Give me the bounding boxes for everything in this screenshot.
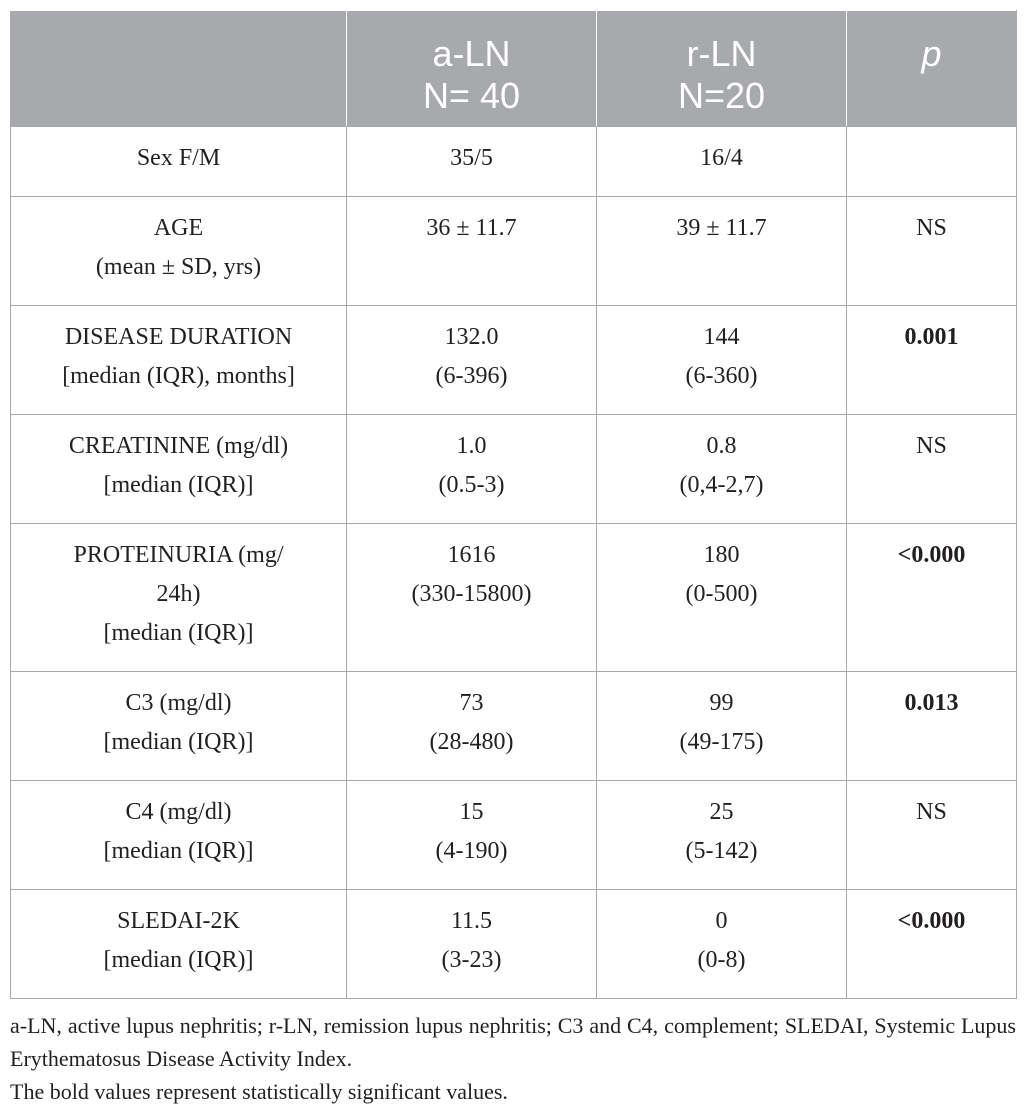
r-ln-value-cell-line: 144 (703, 324, 740, 350)
table-row (11, 306, 1017, 415)
r-ln-value-cell (597, 781, 847, 890)
p-value-cell: <0.000 (847, 890, 1017, 999)
table-row (11, 781, 1017, 890)
row-label-cell-line: C4 (mg/dl) (125, 799, 232, 825)
r-ln-value-cell-line: (5-142) (685, 838, 758, 864)
r-ln-value-cell (597, 306, 847, 415)
row-label-cell (11, 890, 347, 999)
row-label-cell (11, 415, 347, 524)
a-ln-value-cell-line: 36 ± 11.7 (426, 215, 517, 241)
r-ln-value-cell-line: 0 (715, 908, 728, 934)
row-label-cell-line: DISEASE DURATION (64, 324, 293, 350)
header-row (11, 11, 1017, 127)
p-value-cell: NS (847, 415, 1017, 524)
r-ln-value-cell-line: 39 ± 11.7 (676, 215, 767, 241)
r-ln-value-cell (597, 127, 847, 197)
row-label-cell-line: C3 (mg/dl) (125, 690, 232, 716)
row-label-cell-line: [median (IQR)] (103, 729, 254, 755)
row-label-cell-line: Sex F/M (136, 145, 221, 171)
a-ln-value-cell (347, 524, 597, 672)
data-table-container (10, 10, 1016, 999)
a-ln-value-cell-line: 73 (459, 690, 484, 716)
a-ln-value-cell (347, 890, 597, 999)
table-row (11, 672, 1017, 781)
a-ln-value-cell (347, 306, 597, 415)
a-ln-value-cell-line: 1616 (447, 542, 496, 568)
row-label-cell-line: AGE (153, 215, 204, 241)
r-ln-value-cell (597, 197, 847, 306)
a-ln-value-cell-line: 35/5 (450, 145, 493, 171)
row-label-cell-line: [median (IQR)] (103, 472, 254, 498)
header-p-value: p (847, 11, 1017, 127)
r-ln-value-cell-line: (0-500) (685, 581, 758, 607)
header-a-ln-count: N= 40 (422, 75, 521, 116)
table-row (11, 127, 1017, 197)
table-body (11, 127, 1017, 999)
table-row (11, 524, 1017, 672)
row-label-cell-line: [median (IQR)] (103, 620, 254, 646)
r-ln-value-cell-line: 25 (709, 799, 734, 825)
table-footnote (10, 1009, 1016, 1108)
a-ln-value-cell-line: 11.5 (450, 908, 493, 934)
row-label-cell-line: 24h) (156, 581, 201, 607)
table-row (11, 197, 1017, 306)
a-ln-value-cell-line: (3-23) (441, 947, 502, 973)
table-row (11, 415, 1017, 524)
row-label-cell (11, 127, 347, 197)
r-ln-value-cell-line: (0-8) (697, 947, 746, 973)
r-ln-value-cell-line: (49-175) (679, 729, 764, 755)
a-ln-value-cell-line: (6-396) (435, 363, 508, 389)
patient-characteristics-table (10, 10, 1017, 999)
p-value-cell: <0.000 (847, 524, 1017, 672)
header-r-ln (597, 11, 847, 127)
a-ln-value-cell (347, 197, 597, 306)
a-ln-value-cell (347, 415, 597, 524)
row-label-cell (11, 781, 347, 890)
a-ln-value-cell (347, 781, 597, 890)
footnote-bold-note: The bold values represent statistically significant values. (10, 1079, 508, 1104)
table-header (11, 11, 1017, 127)
row-label-cell-line: [median (IQR)] (103, 947, 254, 973)
a-ln-value-cell (347, 127, 597, 197)
r-ln-value-cell (597, 524, 847, 672)
p-value-cell: NS (847, 781, 1017, 890)
row-label-cell (11, 197, 347, 306)
header-empty-cell (11, 11, 347, 127)
a-ln-value-cell-line: (0.5-3) (438, 472, 505, 498)
a-ln-value-cell-line: 132.0 (444, 324, 499, 350)
a-ln-value-cell-line: 1.0 (456, 433, 487, 459)
p-value-cell: 0.013 (847, 672, 1017, 781)
p-value-cell (847, 127, 1017, 197)
r-ln-value-cell-line: (6-360) (685, 363, 758, 389)
a-ln-value-cell-line: (28-480) (429, 729, 514, 755)
a-ln-value-cell (347, 672, 597, 781)
header-a-ln (347, 11, 597, 127)
a-ln-value-cell-line: (4-190) (435, 838, 508, 864)
r-ln-value-cell-line: (0,4-2,7) (679, 472, 764, 498)
r-ln-value-cell (597, 672, 847, 781)
row-label-cell-line: (mean ± SD, yrs) (95, 254, 262, 280)
row-label-cell-line: CREATININE (mg/dl) (68, 433, 289, 459)
r-ln-value-cell (597, 890, 847, 999)
p-value-cell: 0.001 (847, 306, 1017, 415)
r-ln-value-cell-line: 16/4 (700, 145, 743, 171)
row-label-cell-line: [median (IQR)] (103, 838, 254, 864)
table-row (11, 890, 1017, 999)
r-ln-value-cell-line: 0.8 (706, 433, 737, 459)
row-label-cell (11, 306, 347, 415)
row-label-cell-line: [median (IQR), months] (62, 363, 295, 389)
header-a-ln-title: a-LN (432, 33, 511, 74)
footnote-abbreviations: a-LN, active lupus nephritis; r-LN, remission lupus nephritis; C3 and C4, complement; SLEDAI, Systemic Lupus Erythematosus Disease Activity Index. (10, 1013, 1016, 1071)
r-ln-value-cell (597, 415, 847, 524)
a-ln-value-cell-line: 15 (459, 799, 484, 825)
header-r-ln-title: r-LN (686, 33, 757, 74)
r-ln-value-cell-line: 180 (703, 542, 740, 568)
row-label-cell (11, 672, 347, 781)
row-label-cell-line: PROTEINURIA (mg/ (73, 542, 284, 568)
row-label-cell-line: SLEDAI-2K (117, 908, 240, 934)
p-value-cell: NS (847, 197, 1017, 306)
row-label-cell (11, 524, 347, 672)
a-ln-value-cell-line: (330-15800) (411, 581, 532, 607)
header-r-ln-count: N=20 (677, 75, 766, 116)
r-ln-value-cell-line: 99 (709, 690, 734, 716)
